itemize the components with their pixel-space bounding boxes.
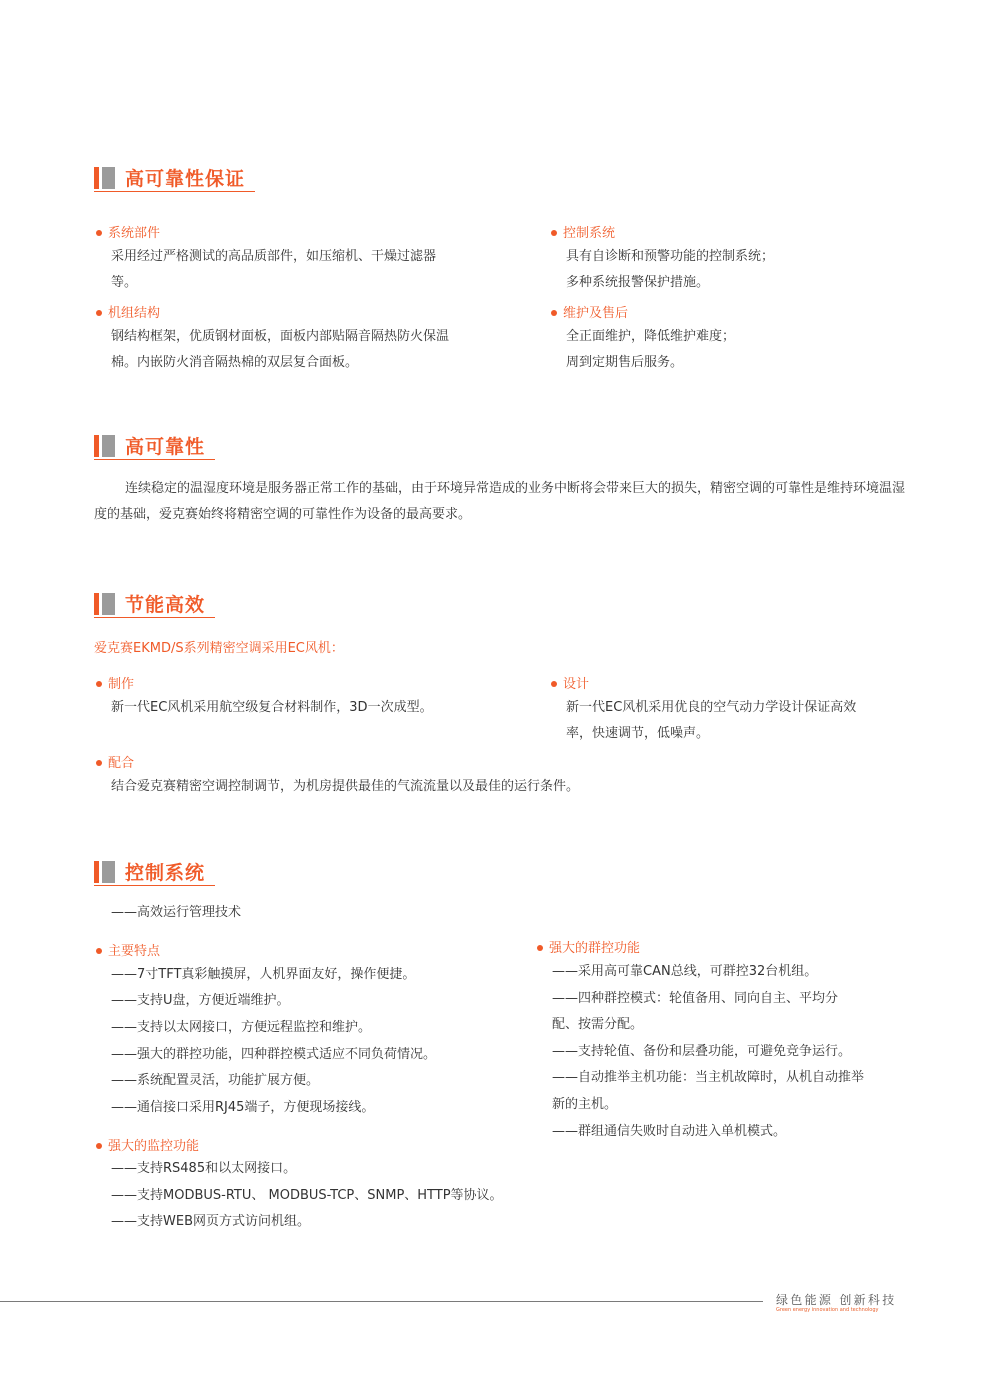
bullet-dot-icon: [96, 948, 102, 954]
text-line: 钢结构框架，优质钢材面板，面板内部贴隔音隔热防火保温: [111, 329, 450, 344]
text-line: ——支持RS485和以太网接口。: [111, 1161, 297, 1176]
text-line: 具有自诊断和预警功能的控制系统；: [566, 249, 775, 264]
bullet-heading: 强大的群控功能: [549, 941, 641, 956]
bullet-maintenance: [551, 302, 628, 321]
energy-intro: 爱克赛EKMD/S系列精密空调采用EC风机：: [94, 641, 344, 656]
text-line: ——通信接口采用RJ45端子，方便现场接线。: [111, 1100, 375, 1115]
section-title: 节能高效: [125, 594, 206, 616]
control-subtitle: ——高效运行管理技术: [111, 905, 242, 920]
text-line: 棉。内嵌防火消音隔热棉的双层复合面板。: [111, 355, 359, 370]
bullet-dot-icon: [537, 945, 543, 951]
bullet-manufacture: [96, 673, 134, 692]
text-line: ——采用高可靠CAN总线，可群控32台机组。: [552, 964, 818, 979]
bullet-heading: 主要特点: [108, 944, 161, 959]
bullet-dot-icon: [96, 1143, 102, 1149]
bullet-dot-icon: [96, 760, 102, 766]
section-marker-gray-icon: [102, 435, 115, 457]
bullet-group-control: [537, 937, 640, 956]
section-header-reliability-guarantee: [94, 164, 255, 192]
text-line: ——支持U盘，方便近端维护。: [111, 993, 290, 1008]
bullet-system-parts: [96, 222, 160, 241]
bullet-heading: 制作: [108, 677, 135, 692]
bullet-dot-icon: [96, 681, 102, 687]
reliability-paragraph: 连续稳定的温湿度环境是服务器正常工作的基础，由于环境异常造成的业务中断将会带来巨大的损失，精密空调的可靠性是维持环境温湿度的基础，爱克赛始终将精密空调的可靠性作为设备的最高要求。: [94, 481, 906, 522]
bullet-control-system: [551, 222, 615, 241]
text-line: 配、按需分配。: [552, 1017, 644, 1032]
section-marker-icon: [94, 435, 99, 457]
text-line: 多种系统报警保护措施。: [566, 275, 710, 290]
section-marker-gray-icon: [102, 593, 115, 615]
footer-slogan-cn: 绿色能源 创新科技: [776, 1293, 897, 1307]
text-line: 采用经过严格测试的高品质部件，如压缩机、干燥过滤器: [111, 249, 437, 264]
text-line: ——支持WEB网页方式访问机组。: [111, 1214, 310, 1229]
text-line: ——7寸TFT真彩触摸屏，人机界面友好，操作便捷。: [111, 967, 416, 982]
bullet-coordination: [96, 752, 134, 771]
text-line: ——系统配置灵活，功能扩展方便。: [111, 1073, 320, 1088]
bullet-dot-icon: [96, 310, 102, 316]
text-line: 新的主机。: [552, 1097, 618, 1112]
section-header-reliability: [94, 432, 215, 460]
text-line: ——群组通信失败时自动进入单机模式。: [552, 1124, 787, 1139]
text-line: ——自动推举主机功能：当主机故障时，从机自动推举: [552, 1070, 865, 1085]
footer-divider: [0, 1301, 763, 1302]
text-line: 新一代EC风机采用优良的空气动力学设计保证高效: [566, 700, 857, 715]
section-marker-icon: [94, 593, 99, 615]
bullet-heading: 配合: [108, 756, 135, 771]
section-marker-icon: [94, 861, 99, 883]
section-title: 高可靠性: [125, 436, 206, 458]
bullet-dot-icon: [96, 230, 102, 236]
bullet-heading: 控制系统: [563, 226, 616, 241]
text-line: ——支持MODBUS-RTU、 MODBUS-TCP、SNMP、HTTP等协议。: [111, 1188, 503, 1203]
text-line: 新一代EC风机采用航空级复合材料制作，3D一次成型。: [111, 700, 433, 715]
bullet-heading: 维护及售后: [563, 306, 629, 321]
section-title: 控制系统: [125, 862, 206, 884]
text-line: 结合爱克赛精密空调控制调节，为机房提供最佳的气流流量以及最佳的运行条件。: [111, 779, 580, 794]
section-title: 高可靠性保证: [125, 168, 246, 190]
text-line: 率，快速调节，低噪声。: [566, 726, 710, 741]
section-marker-gray-icon: [102, 167, 115, 189]
bullet-dot-icon: [551, 310, 557, 316]
text-line: 等。: [111, 275, 138, 290]
section-header-energy: [94, 590, 215, 618]
section-marker-gray-icon: [102, 861, 115, 883]
text-line: 周到定期售后服务。: [566, 355, 684, 370]
text-line: 全正面维护，降低维护难度；: [566, 329, 736, 344]
bullet-heading: 系统部件: [108, 226, 161, 241]
footer-slogan-en: Green energy innovation and technology: [776, 1307, 879, 1313]
bullet-heading: 机组结构: [108, 306, 161, 321]
bullet-monitoring: [96, 1135, 199, 1154]
text-line: ——支持以太网接口，方便远程监控和维护。: [111, 1020, 372, 1035]
bullet-dot-icon: [551, 230, 557, 236]
text-line: ——支持轮值、备份和层叠功能，可避免竞争运行。: [552, 1044, 852, 1059]
bullet-dot-icon: [551, 681, 557, 687]
text-line: ——强大的群控功能，四种群控模式适应不同负荷情况。: [111, 1047, 437, 1062]
section-header-control: [94, 858, 215, 886]
bullet-main-features: [96, 940, 160, 959]
section-marker-icon: [94, 167, 99, 189]
bullet-heading: 强大的监控功能: [108, 1139, 200, 1154]
text-line: ——四种群控模式：轮值备用、同向自主、平均分: [552, 991, 839, 1006]
bullet-heading: 设计: [563, 677, 590, 692]
bullet-unit-structure: [96, 302, 160, 321]
bullet-design: [551, 673, 589, 692]
